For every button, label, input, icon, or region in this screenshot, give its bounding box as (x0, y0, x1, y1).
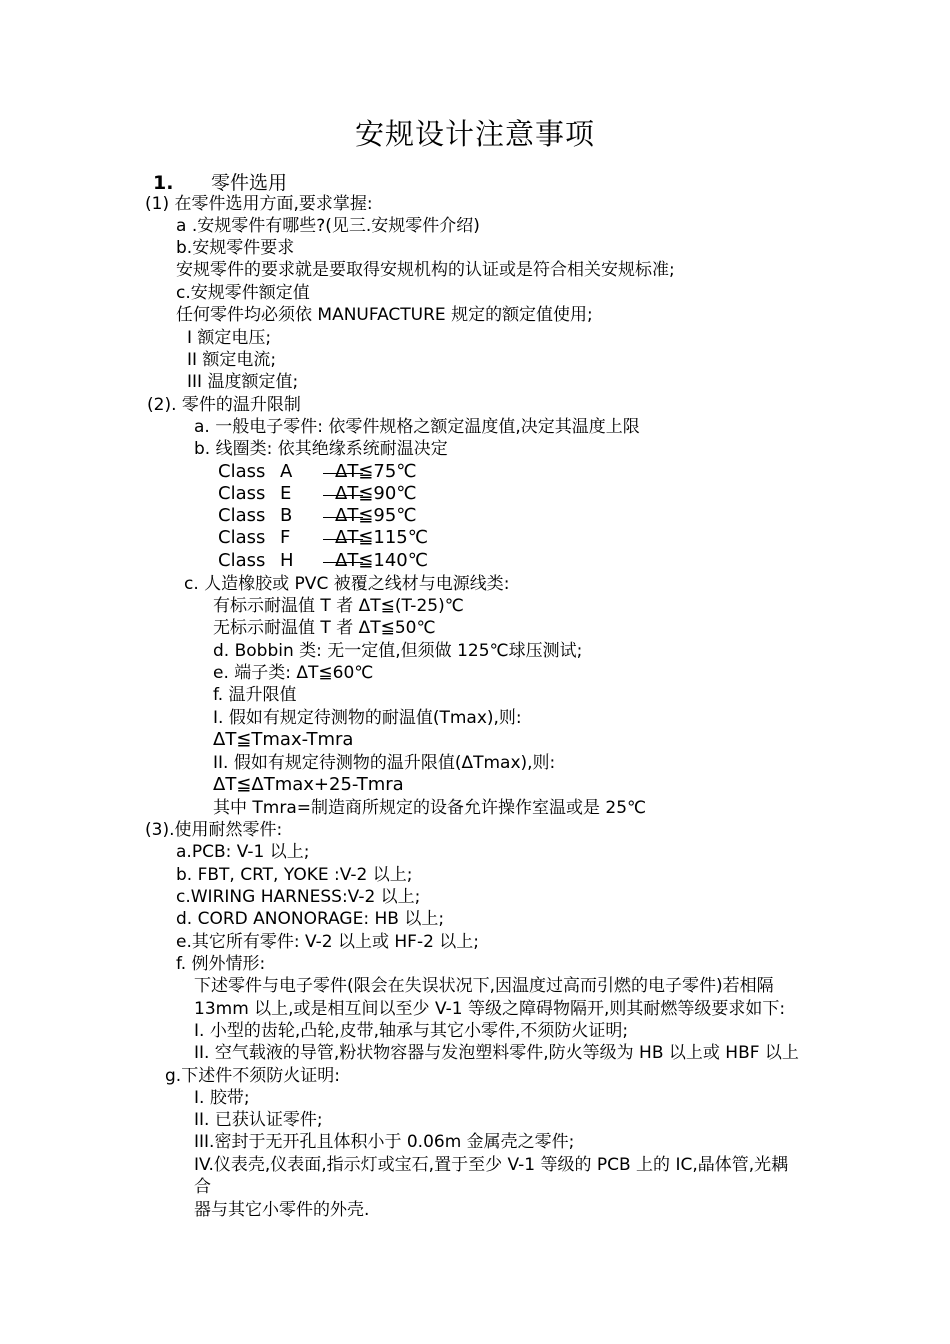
paragraph: (2). 零件的温升限制 (147, 395, 301, 415)
class-name: Class (218, 461, 266, 482)
paragraph: b. 线圈类: 依其绝缘系统耐温决定 (194, 439, 448, 459)
paragraph: 其中 Tmra=制造商所规定的设备允许操作室温或是 25℃ (213, 798, 647, 818)
paragraph: 下述零件与电子零件(限会在失误状况下,因温度过高而引燃的电子零件)若相隔 (194, 976, 774, 996)
class-limit: ΔT≦140℃ (335, 550, 428, 571)
paragraph: 器与其它小零件的外壳. (194, 1200, 370, 1220)
paragraph: g.下述件不须防火证明: (165, 1066, 340, 1086)
paragraph: 有标示耐温值 T 者 ΔT≦(T-25)℃ (213, 596, 464, 616)
paragraph: 合 (194, 1177, 211, 1197)
class-letter: E (280, 483, 292, 504)
section-heading (153, 168, 287, 195)
document-title: 安规设计注意事项 (354, 117, 595, 151)
paragraph: d. Bobbin 类: 无一定值,但须做 125℃球压测试; (213, 641, 583, 661)
paragraph: I. 小型的齿轮,凸轮,皮带,轴承与其它小零件,不须防火证明; (194, 1021, 629, 1041)
class-limit: ΔT≦95℃ (335, 505, 417, 526)
equation: ΔT≦Tmax-Tmra (213, 729, 354, 750)
paragraph: b.安规零件要求 (176, 238, 295, 258)
paragraph: II. 已获认证零件; (194, 1110, 323, 1130)
class-row (218, 550, 428, 572)
class-row (218, 505, 417, 527)
paragraph: d. CORD ANONORAGE: HB 以上; (176, 909, 445, 929)
paragraph: II. 空气载液的导管,粉状物容器与发泡塑料零件,防火等级为 HB 以上或 HBF 以上 (194, 1043, 799, 1063)
paragraph: 无标示耐温值 T 者 ΔT≦50℃ (213, 618, 436, 638)
paragraph: 13mm 以上,或是相互间以至少 V-1 等级之障碍物隔开,则其耐燃等级要求如下: (194, 999, 786, 1019)
section-number: 1. (153, 172, 174, 194)
equation: ΔT≦ΔTmax+25-Tmra (213, 774, 404, 795)
class-letter: B (280, 505, 293, 526)
paragraph: IV.仪表壳,仪表面,指示灯或宝石,置于至少 V-1 等级的 PCB 上的 IC,晶体管,光耦 (194, 1155, 789, 1175)
paragraph: III.密封于无开孔且体积小于 0.06m 金属壳之零件; (194, 1132, 575, 1152)
paragraph: 任何零件均必须依 MANUFACTURE 规定的额定值使用; (176, 305, 593, 325)
class-limit: ΔT≦115℃ (335, 527, 428, 548)
paragraph: c.WIRING HARNESS:V-2 以上; (176, 887, 421, 907)
paragraph: c.安规零件额定值 (176, 283, 310, 303)
class-name: Class (218, 505, 266, 526)
paragraph: f. 例外情形: (176, 954, 266, 974)
paragraph: II. 假如有规定待测物的温升限值(ΔTmax),则: (213, 753, 556, 773)
class-letter: H (280, 550, 294, 571)
paragraph: I. 胶带; (194, 1088, 250, 1108)
class-limit: ΔT≦75℃ (335, 461, 417, 482)
class-letter: A (280, 461, 293, 482)
paragraph: I. 假如有规定待测物的耐温值(Tmax),则: (213, 708, 522, 728)
paragraph: c. 人造橡胶或 PVC 被覆之线材与电源线类: (184, 574, 510, 594)
class-letter: F (280, 527, 291, 548)
class-name: Class (218, 550, 266, 571)
paragraph: a.PCB: V-1 以上; (176, 842, 310, 862)
class-row (218, 483, 417, 505)
paragraph: e.其它所有零件: V-2 以上或 HF-2 以上; (176, 932, 480, 952)
paragraph: 安规零件的要求就是要取得安规机构的认证或是符合相关安规标准; (176, 260, 675, 280)
paragraph: (3).使用耐然零件: (145, 820, 283, 840)
paragraph: a. 一般电子零件: 依零件规格之额定温度值,决定其温度上限 (194, 417, 640, 437)
paragraph: f. 温升限值 (213, 685, 297, 705)
paragraph: I 额定电压; (187, 328, 272, 348)
paragraph: b. FBT, CRT, YOKE :V-2 以上; (176, 865, 413, 885)
class-limit: ΔT≦90℃ (335, 483, 417, 504)
class-name: Class (218, 483, 266, 504)
paragraph: II 额定电流; (187, 350, 277, 370)
paragraph: III 温度额定值; (187, 372, 299, 392)
section-label: 零件选用 (211, 172, 288, 194)
paragraph: e. 端子类: ΔT≦60℃ (213, 663, 374, 683)
class-name: Class (218, 527, 266, 548)
paragraph: (1) 在零件选用方面,要求掌握: (145, 194, 373, 214)
class-row (218, 461, 417, 483)
paragraph: a .安规零件有哪些?(见三.安规零件介绍) (176, 216, 480, 236)
class-row (218, 527, 428, 549)
